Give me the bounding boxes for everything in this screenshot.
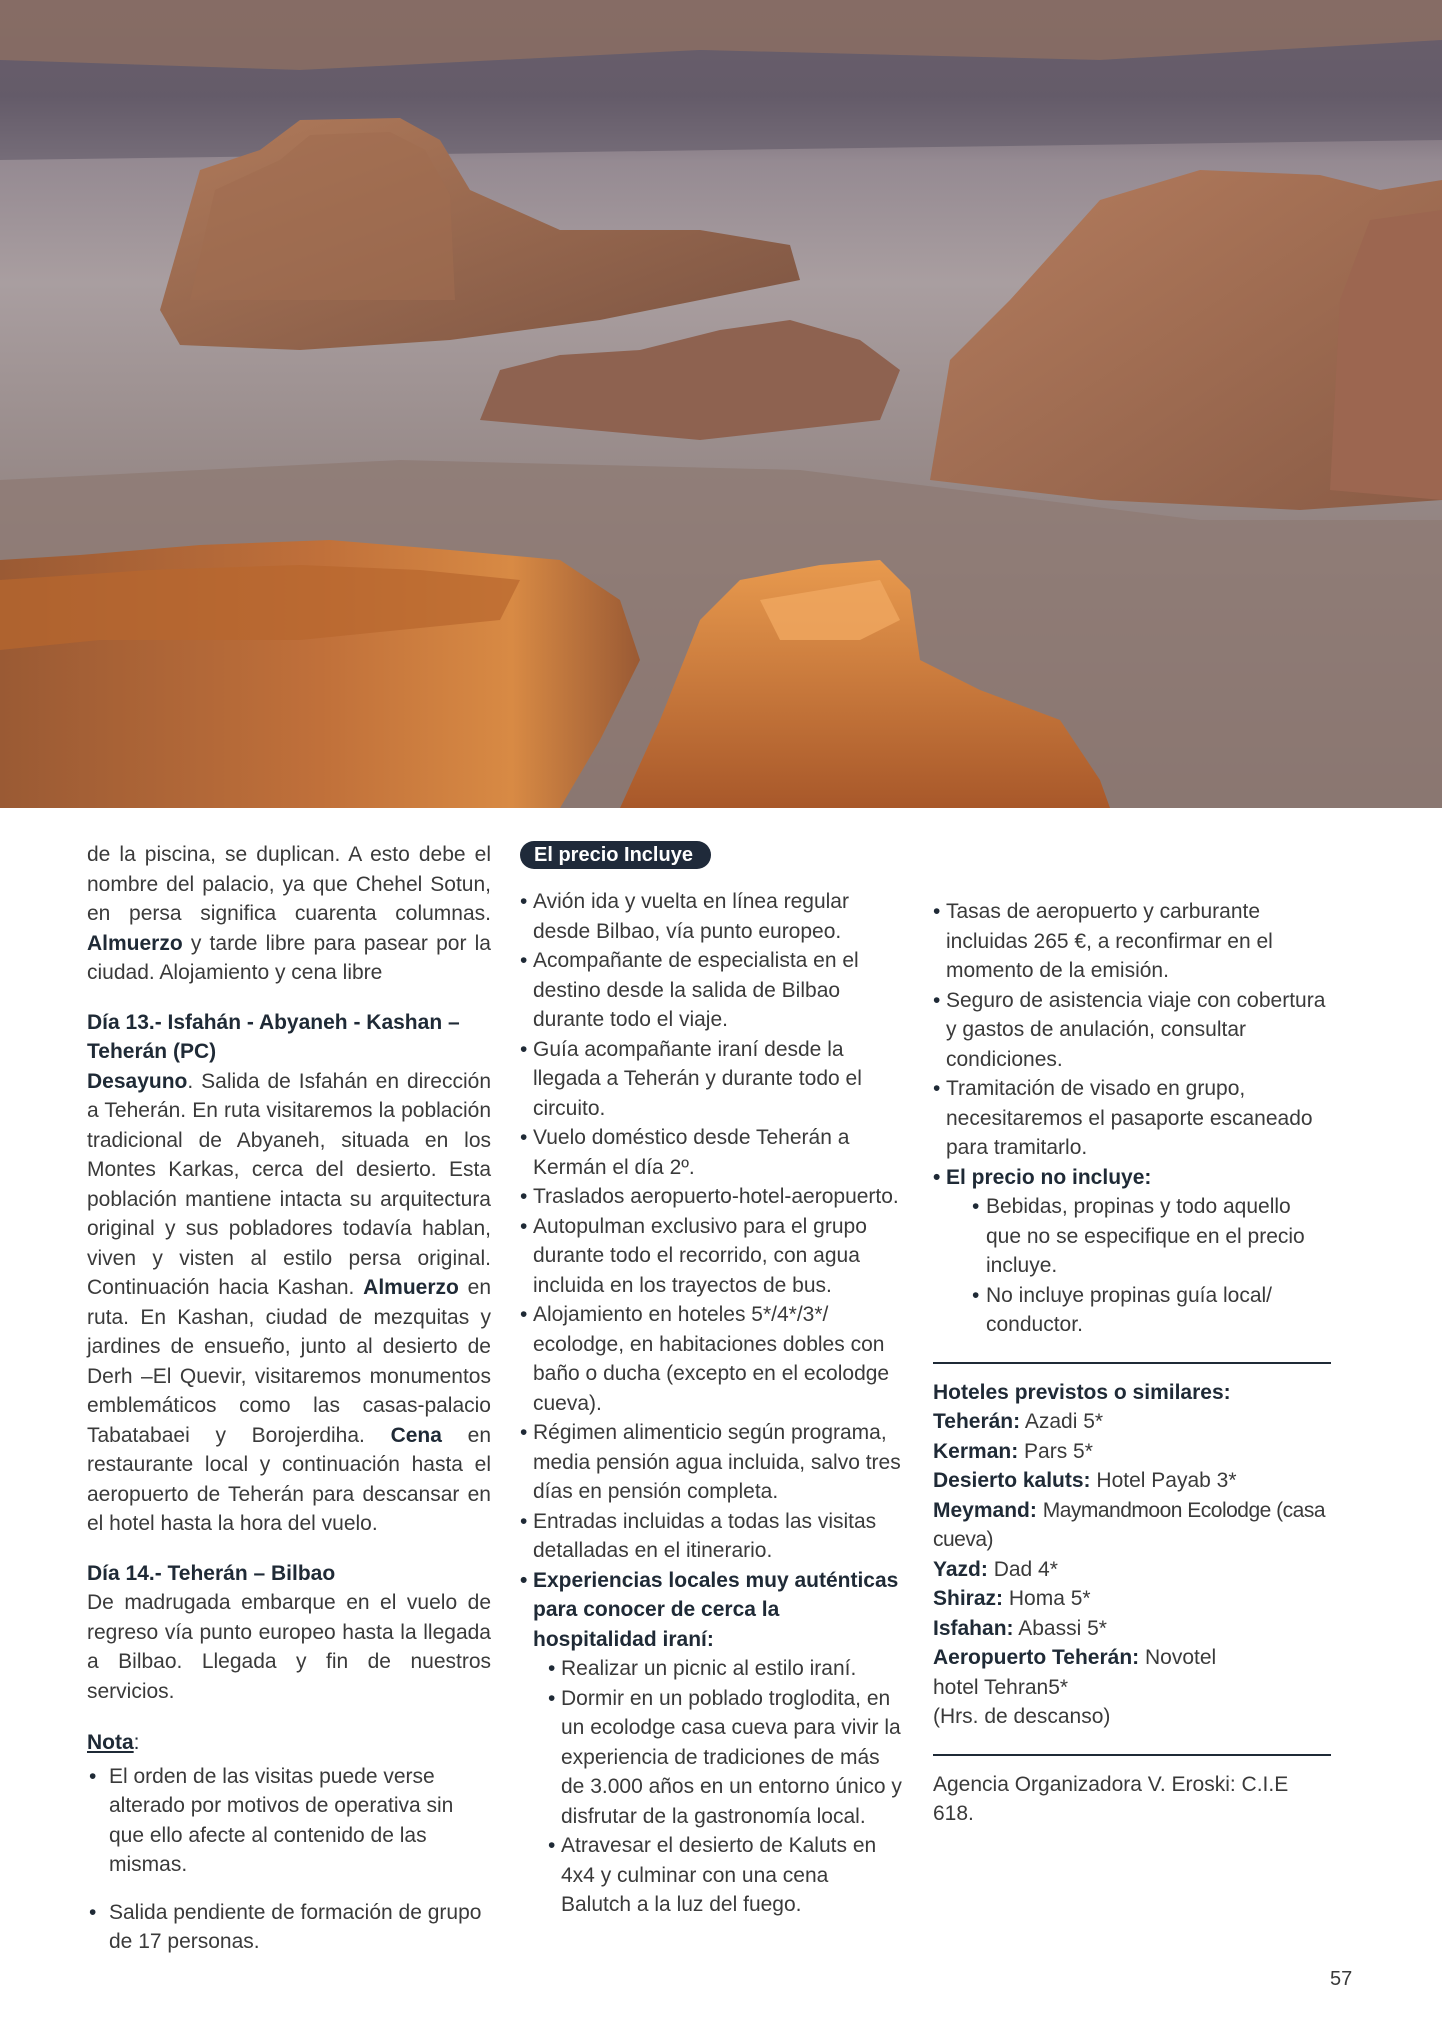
hotel-city: Isfahan:: [933, 1616, 1014, 1640]
day13-paragraph: [87, 1067, 491, 1539]
hotel-city: Desierto kaluts:: [933, 1469, 1091, 1492]
experience-item: • Realizar un picnic al estilo iraní.: [548, 1654, 902, 1684]
hotel-city: Shiraz:: [933, 1587, 1004, 1610]
extras-item: • Seguro de asistencia viaje con cobertura y gastos de anulación, consultar condiciones.: [933, 986, 1331, 1075]
day13-bold-desayuno: Desayuno: [87, 1069, 188, 1093]
hotel-entry: [933, 1614, 1331, 1644]
hotel-city: Yazd:: [933, 1557, 988, 1581]
extras-list: [933, 897, 1331, 1340]
extras-item: • Tasas de aeropuerto y carburante incluidas 265 €, a reconfirmar en el momento de la emisión.: [933, 897, 1331, 986]
day13-text-2: en ruta. En Kashan, ciudad de mezquitas y jardines de ensueño, junto al desierto de Derh –El Quevir, visitaremos monumentos emblemáticos como las casas-palacio Tabatabaei y Borojerdiha.: [87, 1276, 491, 1447]
not-included-item: • No incluye propinas guía local/ conductor.: [972, 1281, 1331, 1340]
hotel-entry: [933, 1584, 1331, 1614]
nota-colon: :: [133, 1731, 140, 1754]
desert-landscape-image: [0, 0, 1442, 808]
hotels-note: (Hrs. de descanso): [933, 1705, 1111, 1728]
experiences-list: [548, 1654, 902, 1920]
hotel-name: Dad 4*: [993, 1557, 1058, 1581]
extras-column: [933, 897, 1331, 1829]
day14-paragraph: De madrugada embarque en el vuelo de regreso vía punto europeo hasta la llegada a Bilbao. Llegada y fin de nuestros servicios.: [87, 1591, 491, 1703]
divider: [933, 1362, 1331, 1364]
not-included-list: [972, 1192, 1331, 1340]
divider: [933, 1754, 1331, 1756]
included-item: • Vuelo doméstico desde Teherán a Kermán el día 2º.: [520, 1123, 902, 1182]
day13-title: Día 13.- Isfahán - Abyaneh - Kashan – Teherán (PC): [87, 1010, 460, 1063]
hotel-entry: [933, 1437, 1331, 1467]
experiences-title: [520, 1566, 902, 1920]
day13-text-3: en restaurante local y continuación hasta el aeropuerto de Teherán para descansar en el hotel hasta la hora del vuelo.: [87, 1423, 491, 1535]
included-item: • Traslados aeropuerto-hotel-aeropuerto.: [520, 1182, 902, 1212]
hotel-entry: [933, 1643, 1263, 1702]
included-item: • Guía acompañante iraní desde la llegada a Teherán y durante todo el circuito.: [520, 1035, 902, 1124]
hotel-city: Teherán:: [933, 1410, 1021, 1433]
not-included-title-text: El precio no incluye:: [946, 1165, 1152, 1189]
hotels-list: [933, 1407, 1331, 1732]
itinerary-column: [87, 840, 491, 1957]
day13-text-1: . Salida de Isfahán en dirección a Teherán. En ruta visitaremos la población tradicional de Abyaneh, situada en los Montes Karkas, cerca del desierto. Esta población mantiene intacta su arquitectura original y sus pobladores todavía hablan, viven y visten al estilo persa original. Continuación hacia Kashan.: [87, 1069, 491, 1299]
included-item: • Autopulman exclusivo para el grupo durante todo el recorrido, con agua incluida en los trayectos de bus.: [520, 1212, 902, 1301]
experience-item: • Atravesar el desierto de Kaluts en 4x4 y culminar con una cena Balutch a la luz del fuego.: [548, 1831, 902, 1920]
experiences-title-text: Experiencias locales muy auténticas para conocer de cerca la hospitalidad iraní:: [533, 1568, 899, 1651]
not-included-title: [933, 1163, 1331, 1340]
not-included-item: • Bebidas, propinas y todo aquello que no se especifique en el precio incluye.: [972, 1192, 1331, 1281]
price-includes-badge: El precio Incluye: [520, 841, 711, 869]
included-item: • Alojamiento en hoteles 5*/4*/3*/ ecolodge, en habitaciones dobles con baño o ducha (excepto en el ecolodge cueva).: [520, 1300, 902, 1418]
agency-info: Agencia Organizadora V. Eroski: C.I.E 618.: [933, 1772, 1289, 1825]
hero-photo: [0, 0, 1442, 808]
hotel-entry: [933, 1466, 1331, 1496]
page-number: 57: [1330, 1968, 1353, 1990]
experience-item: • Dormir en un poblado troglodita, en un ecolodge casa cueva para vivir la experiencia de tradiciones de más de 3.000 años en un entorno único y disfrutar de la gastronomía local.: [548, 1684, 902, 1832]
nota-label: Nota: [87, 1731, 134, 1754]
included-column: [520, 840, 902, 1920]
hotel-entry: [933, 1407, 1331, 1437]
hotel-entry: [933, 1555, 1331, 1585]
nota-item: • El orden de las visitas puede verse alterado por motivos de operativa sin que ello afecte al contenido de las mismas.: [87, 1762, 491, 1880]
hotel-name: Homa 5*: [1008, 1587, 1091, 1610]
hotel-city: Kerman:: [933, 1439, 1019, 1463]
intro-text-2: y tarde libre para pasear por la ciudad. Alojamiento y cena libre: [87, 931, 491, 984]
included-list: [520, 887, 902, 1920]
day13-bold-almuerzo: Almuerzo: [363, 1276, 459, 1299]
hotel-city: Meymand:: [933, 1498, 1037, 1522]
intro-text: de la piscina, se duplican. A esto debe el nombre del palacio, ya que Chehel Sotun, en persa significa cuarenta columnas.: [87, 843, 491, 925]
hotel-city: Aeropuerto Teherán:: [933, 1646, 1140, 1669]
hotel-name: Pars 5*: [1024, 1439, 1093, 1463]
intro-bold-almuerzo: Almuerzo: [87, 931, 183, 955]
hotel-name: Azadi 5*: [1024, 1410, 1104, 1433]
day13-bold-cena: Cena: [390, 1423, 442, 1447]
hotel-name: Hotel Payab 3*: [1096, 1469, 1237, 1492]
nota-title: [87, 1728, 491, 1758]
day14-title: Día 14.- Teherán – Bilbao: [87, 1561, 336, 1585]
nota-list: [87, 1762, 491, 1957]
intro-paragraph: [87, 840, 491, 988]
hotel-name: Maymandmoon Ecolodge (casa cueva): [933, 1498, 1326, 1551]
hotel-entry: [933, 1496, 1331, 1555]
included-item: • Régimen alimenticio según programa, media pensión agua incluida, salvo tres días en pensión completa.: [520, 1418, 902, 1507]
hotels-title: Hoteles previstos o similares:: [933, 1380, 1231, 1404]
nota-item: • Salida pendiente de formación de grupo de 17 personas.: [87, 1898, 491, 1957]
included-item: • Avión ida y vuelta en línea regular desde Bilbao, vía punto europeo.: [520, 887, 902, 946]
extras-item: • Tramitación de visado en grupo, necesitaremos el pasaporte escaneado para tramitarlo.: [933, 1074, 1331, 1163]
hotel-name: Novotel hotel Tehran5*: [933, 1646, 1217, 1699]
hotel-name: Abassi 5*: [1018, 1616, 1107, 1640]
included-item: • Acompañante de especialista en el destino desde la salida de Bilbao durante todo el viaje.: [520, 946, 902, 1035]
included-item: • Entradas incluidas a todas las visitas detalladas en el itinerario.: [520, 1507, 902, 1566]
